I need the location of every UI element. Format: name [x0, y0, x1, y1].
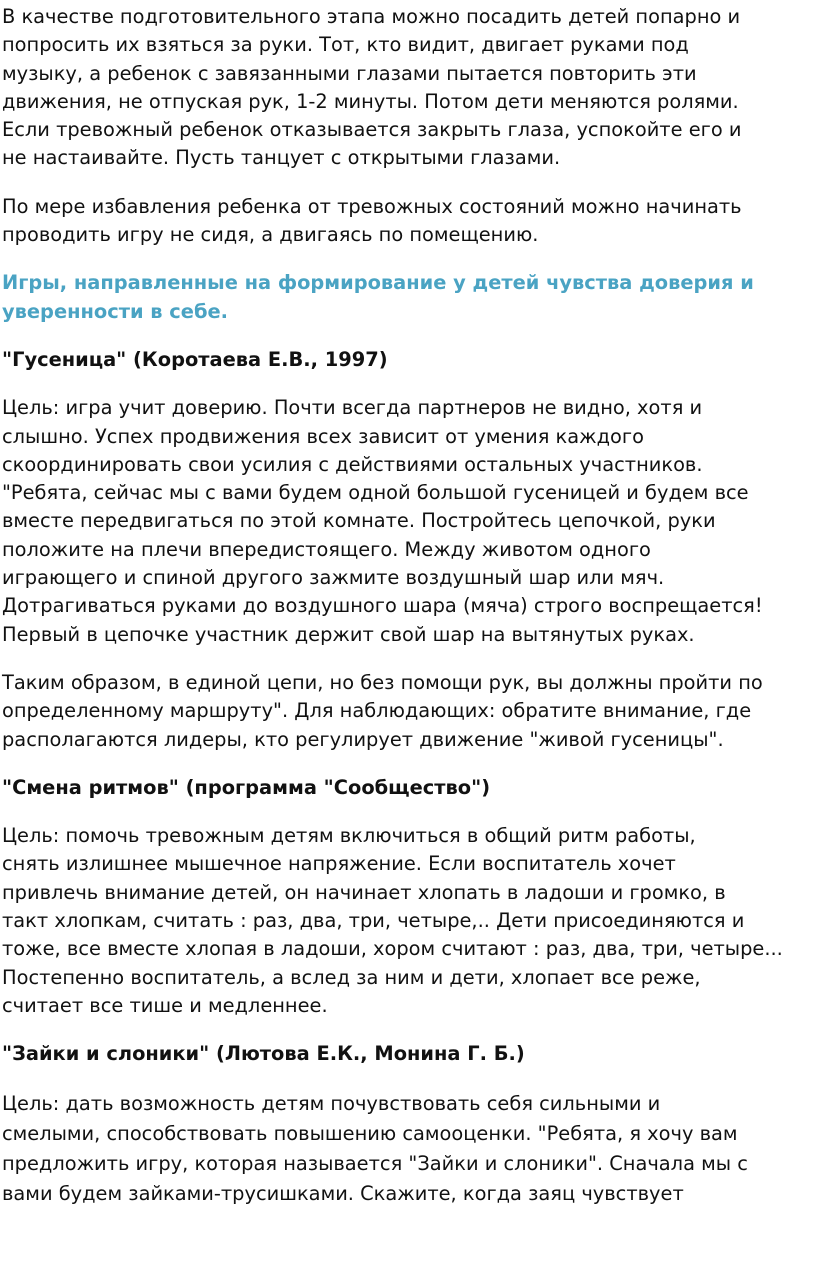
text-line: располагаются лидеры, кто регулирует движение "живой гусеницы". — [2, 727, 724, 751]
game-title-bunnies-elephants — [2, 1040, 816, 1068]
text-line: музыку, а ребенок с завязанными глазами пытается повторить эти — [2, 61, 697, 85]
text-line: вами будем зайками-трусишками. Скажите, когда заяц чувствует — [2, 1181, 684, 1205]
text-line: Дотрагиваться руками до воздушного шара (мяча) строго воспрещается! — [2, 594, 763, 618]
text-line: "Ребята, сейчас мы с вами будем одной большой гусеницей и будем все — [2, 481, 749, 505]
text-line: проводить игру не сидя, а двигаясь по помещению. — [2, 223, 539, 247]
text-line: смелыми, способствовать повышению самооценки. "Ребята, я хочу вам — [2, 1121, 738, 1145]
game-caterpillar-route — [2, 669, 816, 754]
text-line: Цель: игра учит доверию. Почти всегда партнеров не видно, хотя и — [2, 396, 703, 420]
text-line: такт хлопкам, считать : раз, два, три, четыре,.. Дети присоединяются и — [2, 909, 745, 933]
text-line: не настаивайте. Пусть танцует с открытыми глазами. — [2, 146, 561, 170]
heading-line: уверенности в себе. — [2, 299, 229, 323]
game-title: "Зайки и слоники" (Лютова Е.К., Монина Г. Б.) — [2, 1042, 525, 1066]
game-title-rhythm-change — [2, 774, 816, 802]
text-line: попросить их взяться за руки. Тот, кто видит, двигает руками под — [2, 33, 689, 57]
text-line: предложить игру, которая называется "Зайки и слоники". Сначала мы с — [2, 1151, 748, 1175]
game-title: "Смена ритмов" (программа "Сообщество") — [2, 775, 491, 799]
text-line: Таким образом, в единой цепи, но без помощи рук, вы должны пройти по — [2, 670, 763, 694]
text-line: слышно. Успех продвижения всех зависит от умения каждого — [2, 424, 644, 448]
text-line: движения, не отпуская рук, 1-2 минуты. Потом дети меняются ролями. — [2, 89, 739, 113]
text-line: В качестве подготовительного этапа можно посадить детей попарно и — [2, 5, 741, 28]
text-line: тоже, все вместе хлопая в ладоши, хором считают : раз, два, три, четыре... — [2, 937, 783, 961]
text-line: положите на плечи впередистоящего. Между животом одного — [2, 537, 651, 561]
text-line: играющего и спиной другого зажмите воздушный шар или мяч. — [2, 566, 665, 590]
text-line: Первый в цепочке участник держит свой шар на вытянутых руках. — [2, 622, 695, 646]
text-line: считает все тише и медленнее. — [2, 993, 328, 1017]
text-line: Постепенно воспитатель, а вслед за ним и дети, хлопает все реже, — [2, 965, 701, 989]
text-line: Цель: дать возможность детям почувствовать себя сильными и — [2, 1091, 661, 1115]
text-line: скоординировать свои усилия с действиями остальных участников. — [2, 452, 703, 476]
text-line: снять излишнее мышечное напряжение. Если воспитатель хочет — [2, 852, 676, 876]
text-line: определенному маршруту". Для наблюдающих: обратите внимание, где — [2, 699, 752, 723]
text-line: Если тревожный ребенок отказывается закрыть глаза, успокойте его и — [2, 118, 742, 142]
game-rhythm-change-description — [2, 822, 816, 1020]
game-title: "Гусеница" (Коротаева Е.В., 1997) — [2, 347, 388, 371]
section-heading — [2, 269, 816, 326]
paragraph-intro — [2, 3, 816, 173]
text-line: Цель: помочь тревожным детям включиться в общий ритм работы, — [2, 824, 696, 848]
paragraph-progression — [2, 193, 816, 250]
game-caterpillar-description — [2, 394, 816, 649]
text-line: вместе передвигаться по этой комнате. Постройтесь цепочкой, руки — [2, 509, 716, 533]
game-bunnies-elephants-description — [2, 1089, 816, 1209]
heading-line: Игры, направленные на формирование у детей чувства доверия и — [2, 271, 754, 295]
game-title-caterpillar — [2, 346, 816, 374]
text-line: привлечь внимание детей, он начинает хлопать в ладоши и громко, в — [2, 880, 726, 904]
text-line: По мере избавления ребенка от тревожных состояний можно начинать — [2, 194, 742, 218]
